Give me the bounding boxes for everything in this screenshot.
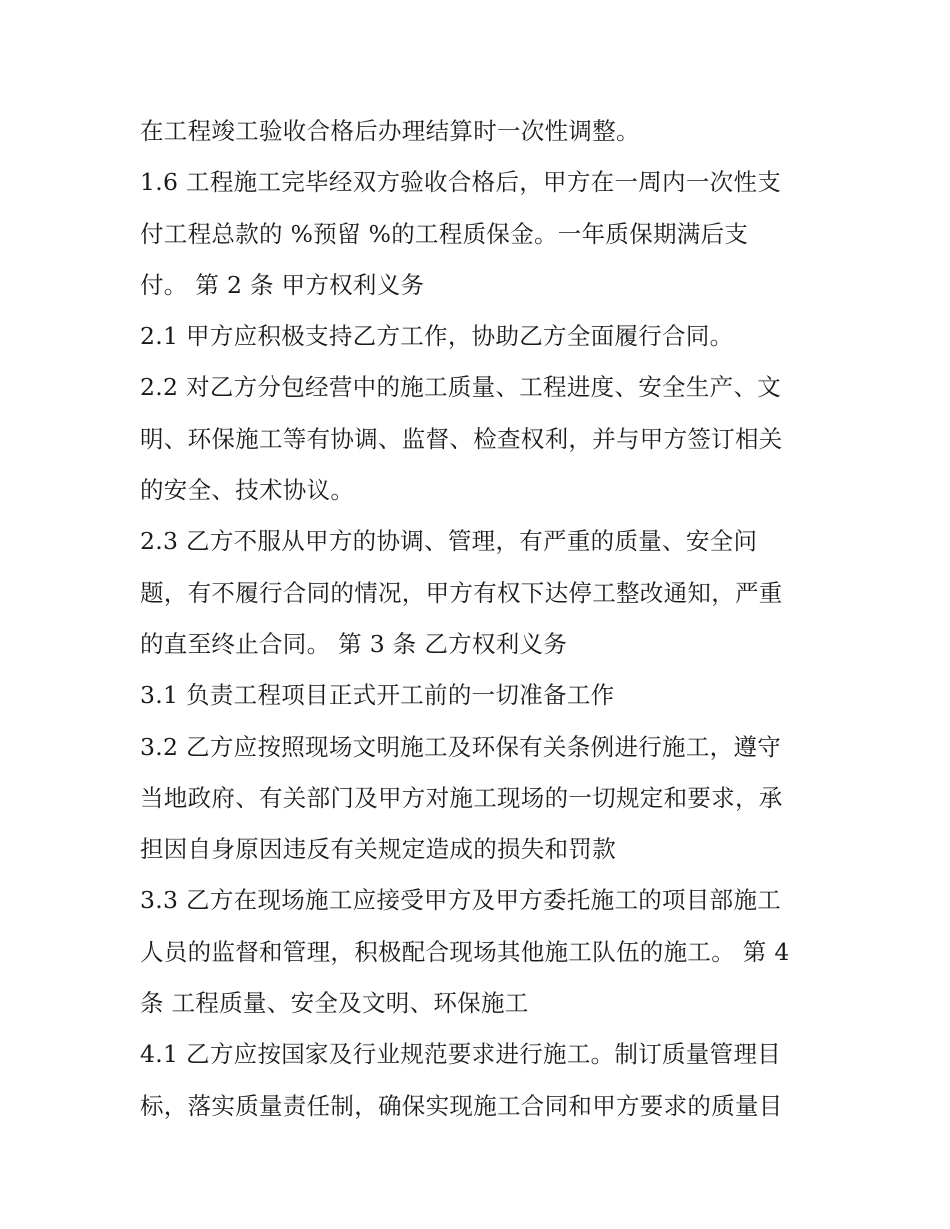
text-line: 付。 第 2 条 甲方权利义务 <box>140 270 425 299</box>
text-line: 2.3 乙方不服从甲方的协调、管理，有严重的质量、安全问 <box>140 527 758 556</box>
text-line: 3.2 乙方应按照现场文明施工及环保有关条例进行施工，遵守 <box>140 732 782 761</box>
text-line: 标，落实质量责任制，确保实现施工合同和甲方要求的质量目 <box>140 1091 783 1120</box>
contract-text-body <box>140 106 820 1132</box>
text-line: 条 工程质量、安全及文明、环保施工 <box>140 989 529 1018</box>
text-line: 3.3 乙方在现场施工应接受甲方及甲方委托施工的项目部施工 <box>140 886 782 915</box>
text-line: 付工程总款的 %预留 %的工程质保金。一年质保期满后支 <box>140 219 749 248</box>
text-line: 题，有不履行合同的情况，甲方有权下达停工整改通知，严重 <box>140 578 783 607</box>
text-line: 的直至终止合同。 第 3 条 乙方权利义务 <box>140 629 568 658</box>
text-line: 在工程竣工验收合格后办理结算时一次性调整。 <box>140 117 640 145</box>
text-line: 担因自身原因违反有关规定造成的损失和罚款 <box>140 835 616 864</box>
text-line: 4.1 乙方应按国家及行业规范要求进行施工。制订质量管理目 <box>140 1040 782 1069</box>
text-line: 人员的监督和管理，积极配合现场其他施工队伍的施工。 第 4 <box>140 937 790 966</box>
text-line: 2.1 甲方应积极支持乙方工作，协助乙方全面履行合同。 <box>140 322 734 351</box>
text-line: 1.6 工程施工完毕经双方验收合格后，甲方在一周内一次性支 <box>140 168 782 197</box>
text-line: 2.2 对乙方分包经营中的施工质量、工程进度、安全生产、文 <box>140 373 782 402</box>
text-line: 明、环保施工等有协调、监督、检查权利，并与甲方签订相关 <box>140 424 783 453</box>
text-line: 当地政府、有关部门及甲方对施工现场的一切规定和要求，承 <box>140 783 783 812</box>
text-line: 的安全、技术协议。 <box>140 476 355 505</box>
text-line: 3.1 负责工程项目正式开工前的一切准备工作 <box>140 681 615 710</box>
